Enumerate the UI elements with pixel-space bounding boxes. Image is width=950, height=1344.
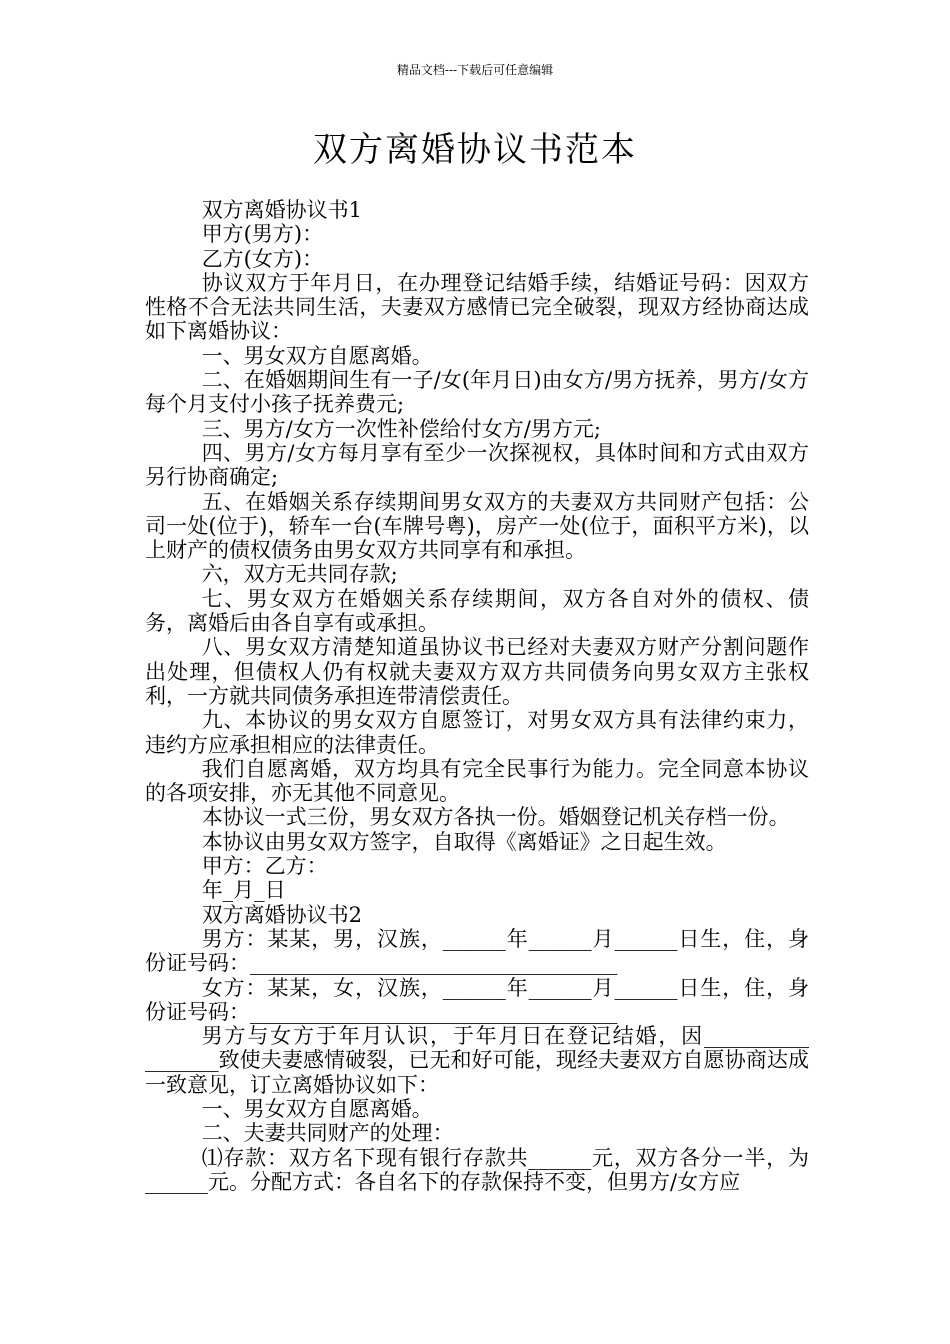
signature-line: 甲方：乙方： <box>201 854 328 879</box>
document-title: 双方离婚协议书范本 <box>313 130 637 170</box>
section-heading-1: 双方离婚协议书1 <box>201 198 363 222</box>
paragraph: 男方与女方于年月认识，于年月日在登记结婚，因__________ _______致使夫妻感情破裂，已无和好可能，现经夫妻双方自愿协商达成一致意见，订立离婚协议如下： <box>145 1024 816 1097</box>
clause-2: 二、夫妻共同财产的处理： <box>201 1121 454 1146</box>
clause-4: 四、男方/女方每月享有至少一次探视权，具体时间和方式由双方另行协商确定; <box>145 440 809 490</box>
paragraph: 本协议由男女双方签字，自取得《离婚证》之日起生效。 <box>201 829 727 854</box>
male-party-info: 男方：某某，男，汉族，______年______月______日生，住，身份证号码：___________________________________ <box>145 926 809 976</box>
clause-8: 八、男女双方清楚知道虽协议书已经对夫妻双方财产分割问题作出处理，但债权人仍有权就夫妻双方双方共同债务向男女双方主张权利，一方就共同债务承担连带清偿责任。 <box>145 635 809 708</box>
clause-2: 二、在婚姻期间生有一子/女(年月日)由女方/男方抚养，男方/女方每个月支付小孩子抚养费元; <box>145 368 809 417</box>
clause-6: 六，双方无共同存款; <box>201 562 398 587</box>
clause-5: 五、在婚姻关系存续期间男女双方的夫妻双方共同财产包括：公司一处(位于)，轿车一台(车牌号粤)，房产一处(位于，面积平方米)，以上财产的债权债务由男女双方共同享有和承担。 <box>145 489 809 563</box>
party-a-line: 甲方(男方)： <box>201 222 324 247</box>
sub-clause-savings: ⑴存款：双方名下现有银行存款共______元，双方各分一半，为______元。分配方式：各自名下的存款保持不变，但男方/女方应 <box>145 1145 809 1194</box>
page-header: 精品文档---下载后可任意编辑 <box>396 63 554 77</box>
clause-9: 九、本协议的男女双方自愿签订，对男女双方具有法律约束力，违约方应承担相应的法律责任。 <box>145 708 809 757</box>
clause-1: 一、男女双方自愿离婚。 <box>201 343 433 368</box>
party-b-line: 乙方(女方)： <box>201 246 324 271</box>
date-line: 年_月_日 <box>201 878 286 903</box>
document-body <box>145 198 816 1194</box>
clause-1: 一、男女双方自愿离婚。 <box>201 1096 433 1121</box>
female-party-info: 女方：某某，女，汉族，______年______月______日生，住，身份证号码：___________________________________ <box>145 975 809 1024</box>
clause-7: 七、男女双方在婚姻关系存续期间，双方各自对外的债权、债务，离婚后由各自享有或承担。 <box>145 586 809 636</box>
paragraph: 本协议一式三份，男女双方各执一份。婚姻登记机关存档一份。 <box>201 805 790 830</box>
paragraph: 我们自愿离婚，双方均具有完全民事行为能力。完全同意本协议的各项安排，亦无其他不同意见。 <box>145 756 809 806</box>
section-heading-2: 双方离婚协议书2 <box>201 902 363 927</box>
paragraph: 协议双方于年月日，在办理登记结婚手续，结婚证号码：因双方性格不合无法共同生活，夫妻双方感情已完全破裂，现双方经协商达成如下离婚协议： <box>145 270 809 344</box>
clause-3: 三、男方/女方一次性补偿给付女方/男方元; <box>201 416 601 441</box>
